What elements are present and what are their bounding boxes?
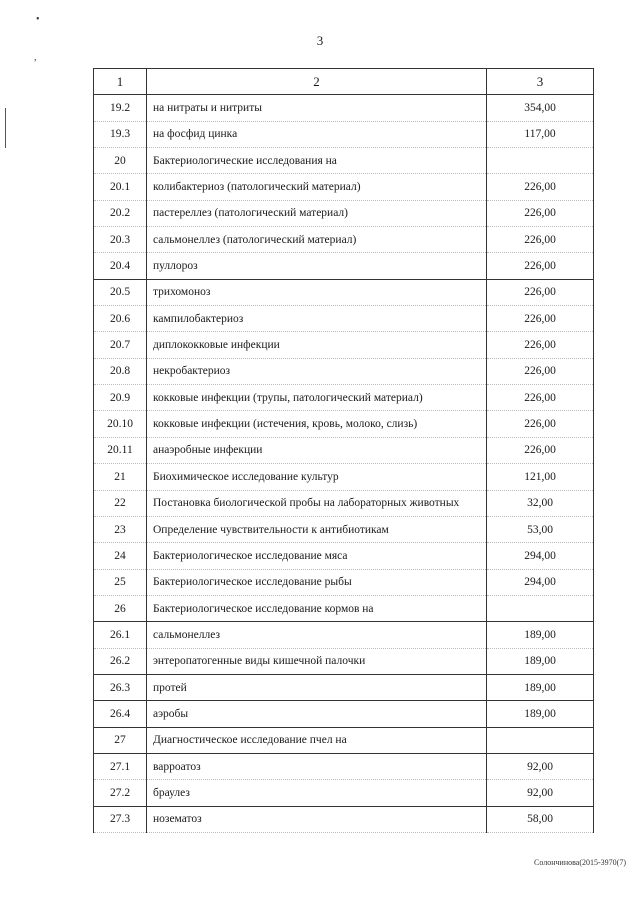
row-description: Бактериологическое исследование рыбы xyxy=(147,569,487,595)
table-row xyxy=(94,200,594,226)
row-number: 20.6 xyxy=(94,306,147,332)
table-row xyxy=(94,437,594,463)
row-description: диплококковые инфекции xyxy=(147,332,487,358)
row-description: протей xyxy=(147,674,487,700)
row-description: на нитраты и нитриты xyxy=(147,95,487,121)
row-description: пуллороз xyxy=(147,253,487,279)
row-description: некробактериоз xyxy=(147,358,487,384)
row-price: 189,00 xyxy=(487,648,594,674)
row-price: 32,00 xyxy=(487,490,594,516)
row-number: 20.3 xyxy=(94,227,147,253)
row-price: 226,00 xyxy=(487,200,594,226)
row-price: 92,00 xyxy=(487,780,594,806)
row-number: 20 xyxy=(94,148,147,174)
row-price: 92,00 xyxy=(487,753,594,779)
row-description: Определение чувствительности к антибиотикам xyxy=(147,516,487,542)
row-number: 20.9 xyxy=(94,385,147,411)
row-price: 226,00 xyxy=(487,253,594,279)
row-number: 24 xyxy=(94,543,147,569)
row-price: 294,00 xyxy=(487,543,594,569)
row-description: нозематоз xyxy=(147,806,487,832)
row-description: анаэробные инфекции xyxy=(147,437,487,463)
row-description: энтеропатогенные виды кишечной палочки xyxy=(147,648,487,674)
row-description: Бактериологическое исследование кормов на xyxy=(147,595,487,621)
row-description: кокковые инфекции (истечения, кровь, молоко, слизь) xyxy=(147,411,487,437)
row-number: 27.2 xyxy=(94,780,147,806)
row-description: пастереллез (патологический материал) xyxy=(147,200,487,226)
row-price: 189,00 xyxy=(487,622,594,648)
row-description: Бактериологическое исследование мяса xyxy=(147,543,487,569)
table-row xyxy=(94,95,594,121)
scan-speck: • xyxy=(36,14,40,25)
table-row xyxy=(94,490,594,516)
price-table xyxy=(93,68,594,833)
row-number: 26.3 xyxy=(94,674,147,700)
row-price: 226,00 xyxy=(487,227,594,253)
scan-margin-line xyxy=(5,108,6,148)
table-row xyxy=(94,516,594,542)
table-header-row xyxy=(94,69,594,95)
column-header: 1 xyxy=(94,69,147,95)
row-price: 226,00 xyxy=(487,279,594,305)
table-row xyxy=(94,227,594,253)
scan-speck: , xyxy=(34,52,37,63)
row-price: 189,00 xyxy=(487,674,594,700)
row-number: 27.3 xyxy=(94,806,147,832)
table-row xyxy=(94,253,594,279)
row-number: 19.3 xyxy=(94,121,147,147)
table-row xyxy=(94,753,594,779)
row-price: 226,00 xyxy=(487,332,594,358)
row-description: аэробы xyxy=(147,701,487,727)
row-price xyxy=(487,727,594,753)
column-header: 3 xyxy=(487,69,594,95)
row-description: Постановка биологической пробы на лабораторных животных xyxy=(147,490,487,516)
row-price: 58,00 xyxy=(487,806,594,832)
row-description: трихомоноз xyxy=(147,279,487,305)
row-number: 20.8 xyxy=(94,358,147,384)
row-number: 26 xyxy=(94,595,147,621)
row-price: 117,00 xyxy=(487,121,594,147)
column-header: 2 xyxy=(147,69,487,95)
row-description: на фосфид цинка xyxy=(147,121,487,147)
row-price xyxy=(487,148,594,174)
row-price: 189,00 xyxy=(487,701,594,727)
row-price: 226,00 xyxy=(487,385,594,411)
row-description: браулез xyxy=(147,780,487,806)
table-row xyxy=(94,358,594,384)
row-price: 53,00 xyxy=(487,516,594,542)
row-number: 25 xyxy=(94,569,147,595)
row-number: 20.7 xyxy=(94,332,147,358)
table-row xyxy=(94,674,594,700)
row-number: 21 xyxy=(94,464,147,490)
row-number: 20.5 xyxy=(94,279,147,305)
table-row xyxy=(94,569,594,595)
table-row xyxy=(94,464,594,490)
table-row xyxy=(94,279,594,305)
table-row xyxy=(94,121,594,147)
row-price: 226,00 xyxy=(487,437,594,463)
row-description: сальмонеллез (патологический материал) xyxy=(147,227,487,253)
table-row xyxy=(94,543,594,569)
row-price: 226,00 xyxy=(487,411,594,437)
table-row xyxy=(94,306,594,332)
row-price: 226,00 xyxy=(487,358,594,384)
row-description: кокковые инфекции (трупы, патологический материал) xyxy=(147,385,487,411)
row-number: 20.10 xyxy=(94,411,147,437)
row-description: колибактериоз (патологический материал) xyxy=(147,174,487,200)
table-row xyxy=(94,806,594,832)
document-footer: Солончинова(2015-3970(7) xyxy=(534,858,626,867)
row-number: 20.2 xyxy=(94,200,147,226)
row-description: сальмонеллез xyxy=(147,622,487,648)
row-number: 26.1 xyxy=(94,622,147,648)
row-price xyxy=(487,595,594,621)
table-row xyxy=(94,648,594,674)
table-row xyxy=(94,701,594,727)
row-price: 226,00 xyxy=(487,174,594,200)
row-price: 294,00 xyxy=(487,569,594,595)
table-row xyxy=(94,385,594,411)
row-number: 27 xyxy=(94,727,147,753)
table-row xyxy=(94,332,594,358)
table-row xyxy=(94,780,594,806)
row-description: Бактериологические исследования на xyxy=(147,148,487,174)
row-price: 226,00 xyxy=(487,306,594,332)
row-number: 20.4 xyxy=(94,253,147,279)
table-row xyxy=(94,174,594,200)
row-description: Биохимическое исследование культур xyxy=(147,464,487,490)
row-number: 20.1 xyxy=(94,174,147,200)
row-description: Диагностическое исследование пчел на xyxy=(147,727,487,753)
table-row xyxy=(94,411,594,437)
page-number: 3 xyxy=(316,33,324,48)
row-number: 23 xyxy=(94,516,147,542)
row-price: 354,00 xyxy=(487,95,594,121)
table-row xyxy=(94,727,594,753)
row-number: 19.2 xyxy=(94,95,147,121)
row-number: 22 xyxy=(94,490,147,516)
row-number: 27.1 xyxy=(94,753,147,779)
row-description: варроатоз xyxy=(147,753,487,779)
table-row xyxy=(94,622,594,648)
row-price: 121,00 xyxy=(487,464,594,490)
row-description: кампилобактериоз xyxy=(147,306,487,332)
table-row xyxy=(94,148,594,174)
row-number: 20.11 xyxy=(94,437,147,463)
row-number: 26.4 xyxy=(94,701,147,727)
table-row xyxy=(94,595,594,621)
row-number: 26.2 xyxy=(94,648,147,674)
